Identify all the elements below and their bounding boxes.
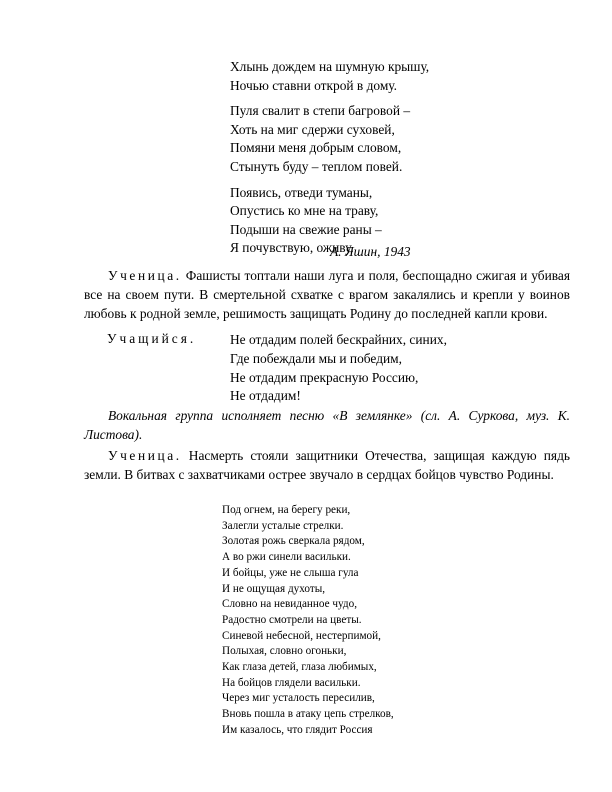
poem-line: Опустись ко мне на траву, [230,203,379,219]
poem-signature: А. Яшин, 1943 [330,244,411,259]
speaker-label: Учащийся. [107,331,197,346]
poem-line: Пуля свалит в степи багровой – [230,103,411,119]
speech-paragraph [84,266,570,323]
speaker-label: Ученица. [108,448,182,463]
poem-line: Не отдадим прекрасную Россию, [230,369,419,385]
poem-line: Появись, отведи туманы, [230,184,373,200]
poem-line: На бойцов глядели васильки. [222,676,361,689]
poem-line: Через миг усталость пересилив, [222,692,375,705]
poem-line: Под огнем, на берегу реки, [222,504,351,516]
poem-line: Не отдадим! [230,388,301,404]
stage-direction: Вокальная группа исполняет песню «В землянке» (сл. А. Суркова, муз. К. Листова). [84,408,570,442]
speech-paragraph [84,446,570,484]
poem-line: И не ощущая духоты, [222,582,326,595]
poem-yashin [230,58,429,258]
poem-line: И бойцы, уже не слыша гула [222,566,359,579]
speech-text: Фашисты топтали наши луга и поля, беспощадно сжигая и убивая все на своем пути. В смертельной схватке с врагом закалялись и крепли у воинов любовь к родной земле, решимость защищать Родину до последней капли крови. [84,268,570,321]
poem-line: Хлынь дождем на шумную крышу, [230,59,430,74]
poem-line: Ночью ставни открой в дому. [230,77,397,93]
poem-line: Золотая рожь сверкала рядом, [222,535,365,548]
poem-line: Как глаза детей, глаза любимых, [222,661,377,674]
poem-line: А во ржи синели васильки. [222,551,351,564]
poem-line: Хоть на миг сдержи суховей, [230,121,395,137]
poem-cornflowers [222,503,394,739]
poem-line: Подыши на свежие раны – [230,221,382,237]
poem-line: Помяни меня добрым словом, [230,140,402,156]
poem-line: Синевой небесной, нестерпимой, [222,629,381,642]
poem-line: Не отдадим полей бескрайних, синих, [230,332,447,347]
poem-line: Залегли усталые стрелки. [222,519,344,532]
poem-line: Словно на невиданное чудо, [222,598,357,611]
poem-line: Радостно смотрели на цветы. [222,613,362,626]
poem-line: Им казалось, что глядит Россия [222,723,373,736]
poem-stanza [230,58,429,95]
speech-text: Насмерть стояли защитники Отечества, защищая каждую пядь земли. В битвах с захватчиками острее звучало в сердцах бойцов чувство Родины. [84,448,570,482]
poem-line: Полыхая, словно огоньки, [222,645,347,658]
poem-line: Где побеждали мы и победим, [230,350,402,366]
speaker-label: Ученица. [108,268,182,283]
poem-line: Я почувствую, оживу. [230,240,354,256]
poem-stanza [230,102,429,176]
student-verse [230,331,447,406]
poem-line: Стынуть буду – теплом повей. [230,158,403,174]
poem-line: Вновь пошла в атаку цепь стрелков, [222,708,394,721]
